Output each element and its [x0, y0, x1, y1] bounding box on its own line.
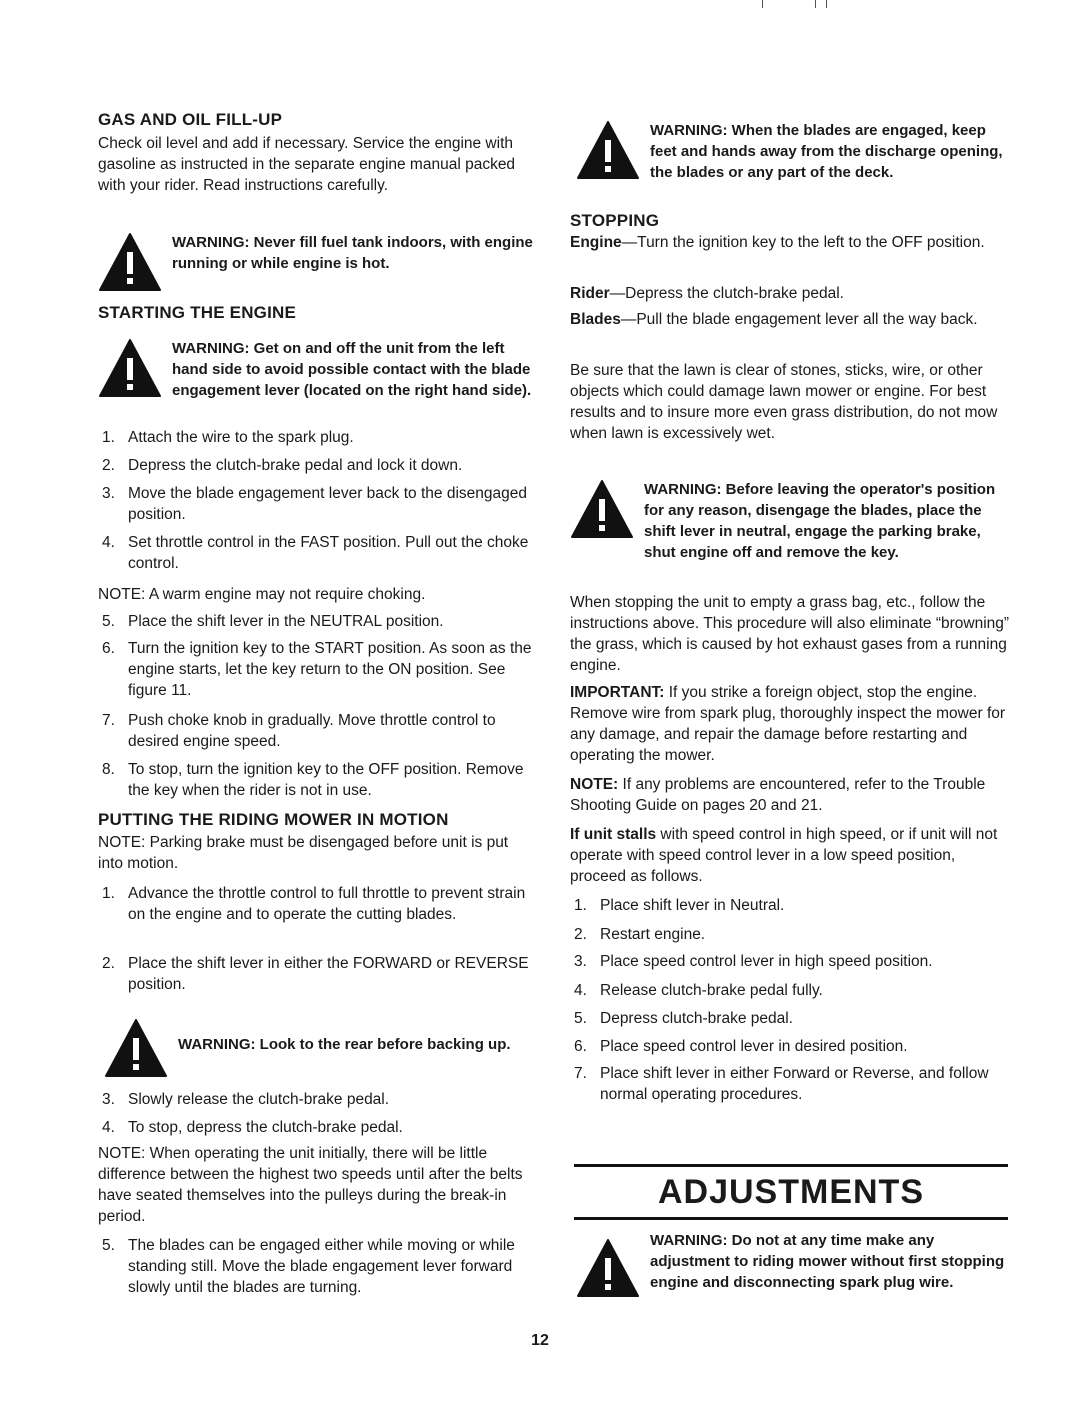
step-text: Place the shift lever in either the FORWARD or REVERSE position. — [128, 955, 529, 993]
list-item — [570, 924, 1010, 945]
step-text: Place speed control lever in high speed position. — [600, 953, 933, 970]
note-parking-brake: NOTE: Parking brake must be disengaged before unit is put into motion. — [98, 834, 509, 872]
page-number: 12 — [531, 1332, 549, 1349]
paragraph-text: If any problems are encountered, refer to the Trouble Shooting Guide on pages 20 and 21. — [570, 776, 986, 814]
paragraph-text: If you strike a foreign object, stop the engine. Remove wire from spark plug, thoroughly inspect the mower for any damage, and repair the damage before restarting and operating the mower. — [570, 684, 1006, 764]
stopping-blades — [570, 309, 1010, 330]
list-item — [570, 980, 1010, 1001]
list-item — [98, 710, 536, 752]
scan-mark — [826, 0, 827, 8]
step-number: 6. — [574, 1038, 587, 1055]
lawn-paragraph: Be sure that the lawn is clear of stones, sticks, wire, or other objects which could damage lawn mower or engine. For best results and to insure more even grass distribution, do not mow when lawn is excessively wet. — [570, 362, 998, 442]
warning-adjustment — [576, 1230, 1010, 1298]
scan-mark — [762, 0, 763, 8]
list-item — [570, 1008, 1010, 1029]
step-text: Set throttle control in the FAST position. Pull out the choke control. — [128, 534, 529, 572]
list-item — [570, 1036, 1010, 1057]
lead-term: Rider — [570, 285, 610, 302]
step-text: Restart engine. — [600, 926, 706, 943]
step-text: Slowly release the clutch-brake pedal. — [128, 1091, 390, 1108]
list-item — [98, 427, 536, 448]
list-item — [98, 759, 536, 801]
warning-text: WARNING: Never fill fuel tank indoors, with engine running or while engine is hot. — [172, 234, 533, 272]
step-number: 4. — [102, 1119, 115, 1136]
step-text: Push choke knob in gradually. Move throttle control to desired engine speed. — [128, 712, 496, 750]
list-item — [570, 895, 1010, 916]
warning-triangle-icon — [570, 479, 634, 539]
stalls-paragraph — [570, 824, 1010, 887]
lead-term: Blades — [570, 311, 621, 328]
warning-triangle-icon — [576, 1238, 640, 1298]
paragraph-text: with speed control in high speed, or if unit will not operate with speed control lever in a low speed position, proceed as follows. — [570, 826, 998, 885]
step-text: The blades can be engaged either while moving or while standing still. Move the blade engagement lever forward slowly until the blades are turning. — [128, 1237, 515, 1296]
warning-triangle-icon — [104, 1018, 168, 1078]
warning-text: WARNING: Get on and off the unit from the left hand side to avoid possible contact with the blade engagement lever (located on the right hand side). — [172, 340, 532, 399]
step-text: Place shift lever in Neutral. — [600, 897, 785, 914]
step-number: 5. — [102, 613, 115, 630]
paragraph-text: —Depress the clutch-brake pedal. — [609, 285, 844, 302]
list-item — [570, 951, 1010, 972]
list-item — [98, 953, 536, 995]
step-text: Move the blade engagement lever back to the disengaged position. — [128, 485, 527, 523]
stopping-rider — [570, 283, 1010, 304]
step-number: 3. — [574, 953, 587, 970]
warning-fuel — [98, 232, 536, 292]
scan-mark — [815, 0, 816, 8]
gas-oil-paragraph: Check oil level and add if necessary. Service the engine with gasoline as instructed in the separate engine manual packed with your rider. Read instructions carefully. — [98, 135, 516, 194]
step-number: 2. — [102, 955, 115, 972]
warning-text: WARNING: When the blades are engaged, keep feet and hands away from the discharge opening, the blades or any part of the deck. — [650, 122, 1003, 181]
note-troubleshooting — [570, 774, 1010, 816]
note-choking: NOTE: A warm engine may not require choking. — [98, 586, 426, 603]
lead-term: NOTE: — [570, 776, 619, 793]
step-number: 4. — [574, 982, 587, 999]
step-text: Depress clutch-brake pedal. — [600, 1010, 793, 1027]
step-text: To stop, turn the ignition key to the OFF position. Remove the key when the rider is not in use. — [128, 761, 524, 799]
step-text: Turn the ignition key to the START position. As soon as the engine starts, let the key return to the ON position. See figure 11. — [128, 640, 532, 699]
list-item — [98, 532, 536, 574]
adjustments-heading: ADJUSTMENTS — [574, 1164, 1008, 1220]
section-heading-starting: STARTING THE ENGINE — [98, 303, 297, 322]
list-item — [98, 1117, 536, 1138]
step-text: Depress the clutch-brake pedal and lock it down. — [128, 457, 463, 474]
step-text: Place shift lever in either Forward or Reverse, and follow normal operating procedures. — [600, 1065, 989, 1103]
step-number: 6. — [102, 640, 115, 657]
paragraph-text: —Turn the ignition key to the left to the OFF position. — [621, 234, 985, 251]
warning-mount — [98, 338, 536, 401]
list-item — [98, 1089, 536, 1110]
list-item — [98, 638, 536, 701]
section-heading-gas-oil: GAS AND OIL FILL-UP — [98, 110, 283, 129]
step-text: Release clutch-brake pedal fully. — [600, 982, 823, 999]
section-heading-motion: PUTTING THE RIDING MOWER IN MOTION — [98, 810, 449, 829]
step-text: Place speed control lever in desired position. — [600, 1038, 908, 1055]
warning-text: WARNING: Do not at any time make any adjustment to riding mower without first stopping engine and disconnecting spark plug wire. — [650, 1232, 1005, 1291]
list-item — [98, 611, 536, 632]
step-number: 5. — [574, 1010, 587, 1027]
step-number: 7. — [102, 712, 115, 729]
list-item — [98, 483, 536, 525]
step-number: 2. — [102, 457, 115, 474]
step-text: Attach the wire to the spark plug. — [128, 429, 354, 446]
step-number: 5. — [102, 1237, 115, 1254]
step-text: To stop, depress the clutch-brake pedal. — [128, 1119, 403, 1136]
warning-blades — [576, 120, 1010, 183]
step-number: 3. — [102, 1091, 115, 1108]
section-heading-stopping: STOPPING — [570, 211, 660, 230]
step-number: 1. — [102, 885, 115, 902]
list-item — [98, 455, 536, 476]
warning-triangle-icon — [576, 120, 640, 180]
step-number: 3. — [102, 485, 115, 502]
list-item — [98, 1235, 536, 1298]
warning-backing — [104, 1018, 536, 1078]
step-number: 8. — [102, 761, 115, 778]
step-text: Place the shift lever in the NEUTRAL position. — [128, 613, 444, 630]
lead-term: Engine — [570, 234, 622, 251]
step-number: 1. — [102, 429, 115, 446]
warning-triangle-icon — [98, 232, 162, 292]
step-number: 4. — [102, 534, 115, 551]
warning-text: WARNING: Before leaving the operator's position for any reason, disengage the blades, place the shift lever in neutral, engage the parking brake, shut engine off and remove the key. — [644, 481, 996, 561]
warning-text: WARNING: Look to the rear before backing up. — [178, 1036, 511, 1053]
warning-leaving — [570, 479, 1010, 563]
lead-term: IMPORTANT: — [570, 684, 665, 701]
lead-term: If unit stalls — [570, 826, 657, 843]
step-number: 2. — [574, 926, 587, 943]
stopping-engine — [570, 232, 1010, 253]
step-number: 7. — [574, 1065, 587, 1082]
warning-triangle-icon — [98, 338, 162, 398]
list-item — [98, 883, 536, 925]
empty-bag-paragraph: When stopping the unit to empty a grass bag, etc., follow the instructions above. This procedure will also eliminate “browning” the grass, which is caused by hot exhaust gases from a running engine. — [570, 594, 1010, 674]
paragraph-text: —Pull the blade engagement lever all the way back. — [620, 311, 978, 328]
list-item — [570, 1063, 1010, 1105]
important-paragraph — [570, 682, 1010, 766]
note-break-in: NOTE: When operating the unit initially, there will be little difference between the highest two speeds until after the belts have seated themselves into the pulleys during the break-in period. — [98, 1145, 523, 1225]
step-text: Advance the throttle control to full throttle to prevent strain on the engine and to operate the cutting blades. — [128, 885, 526, 923]
step-number: 1. — [574, 897, 587, 914]
